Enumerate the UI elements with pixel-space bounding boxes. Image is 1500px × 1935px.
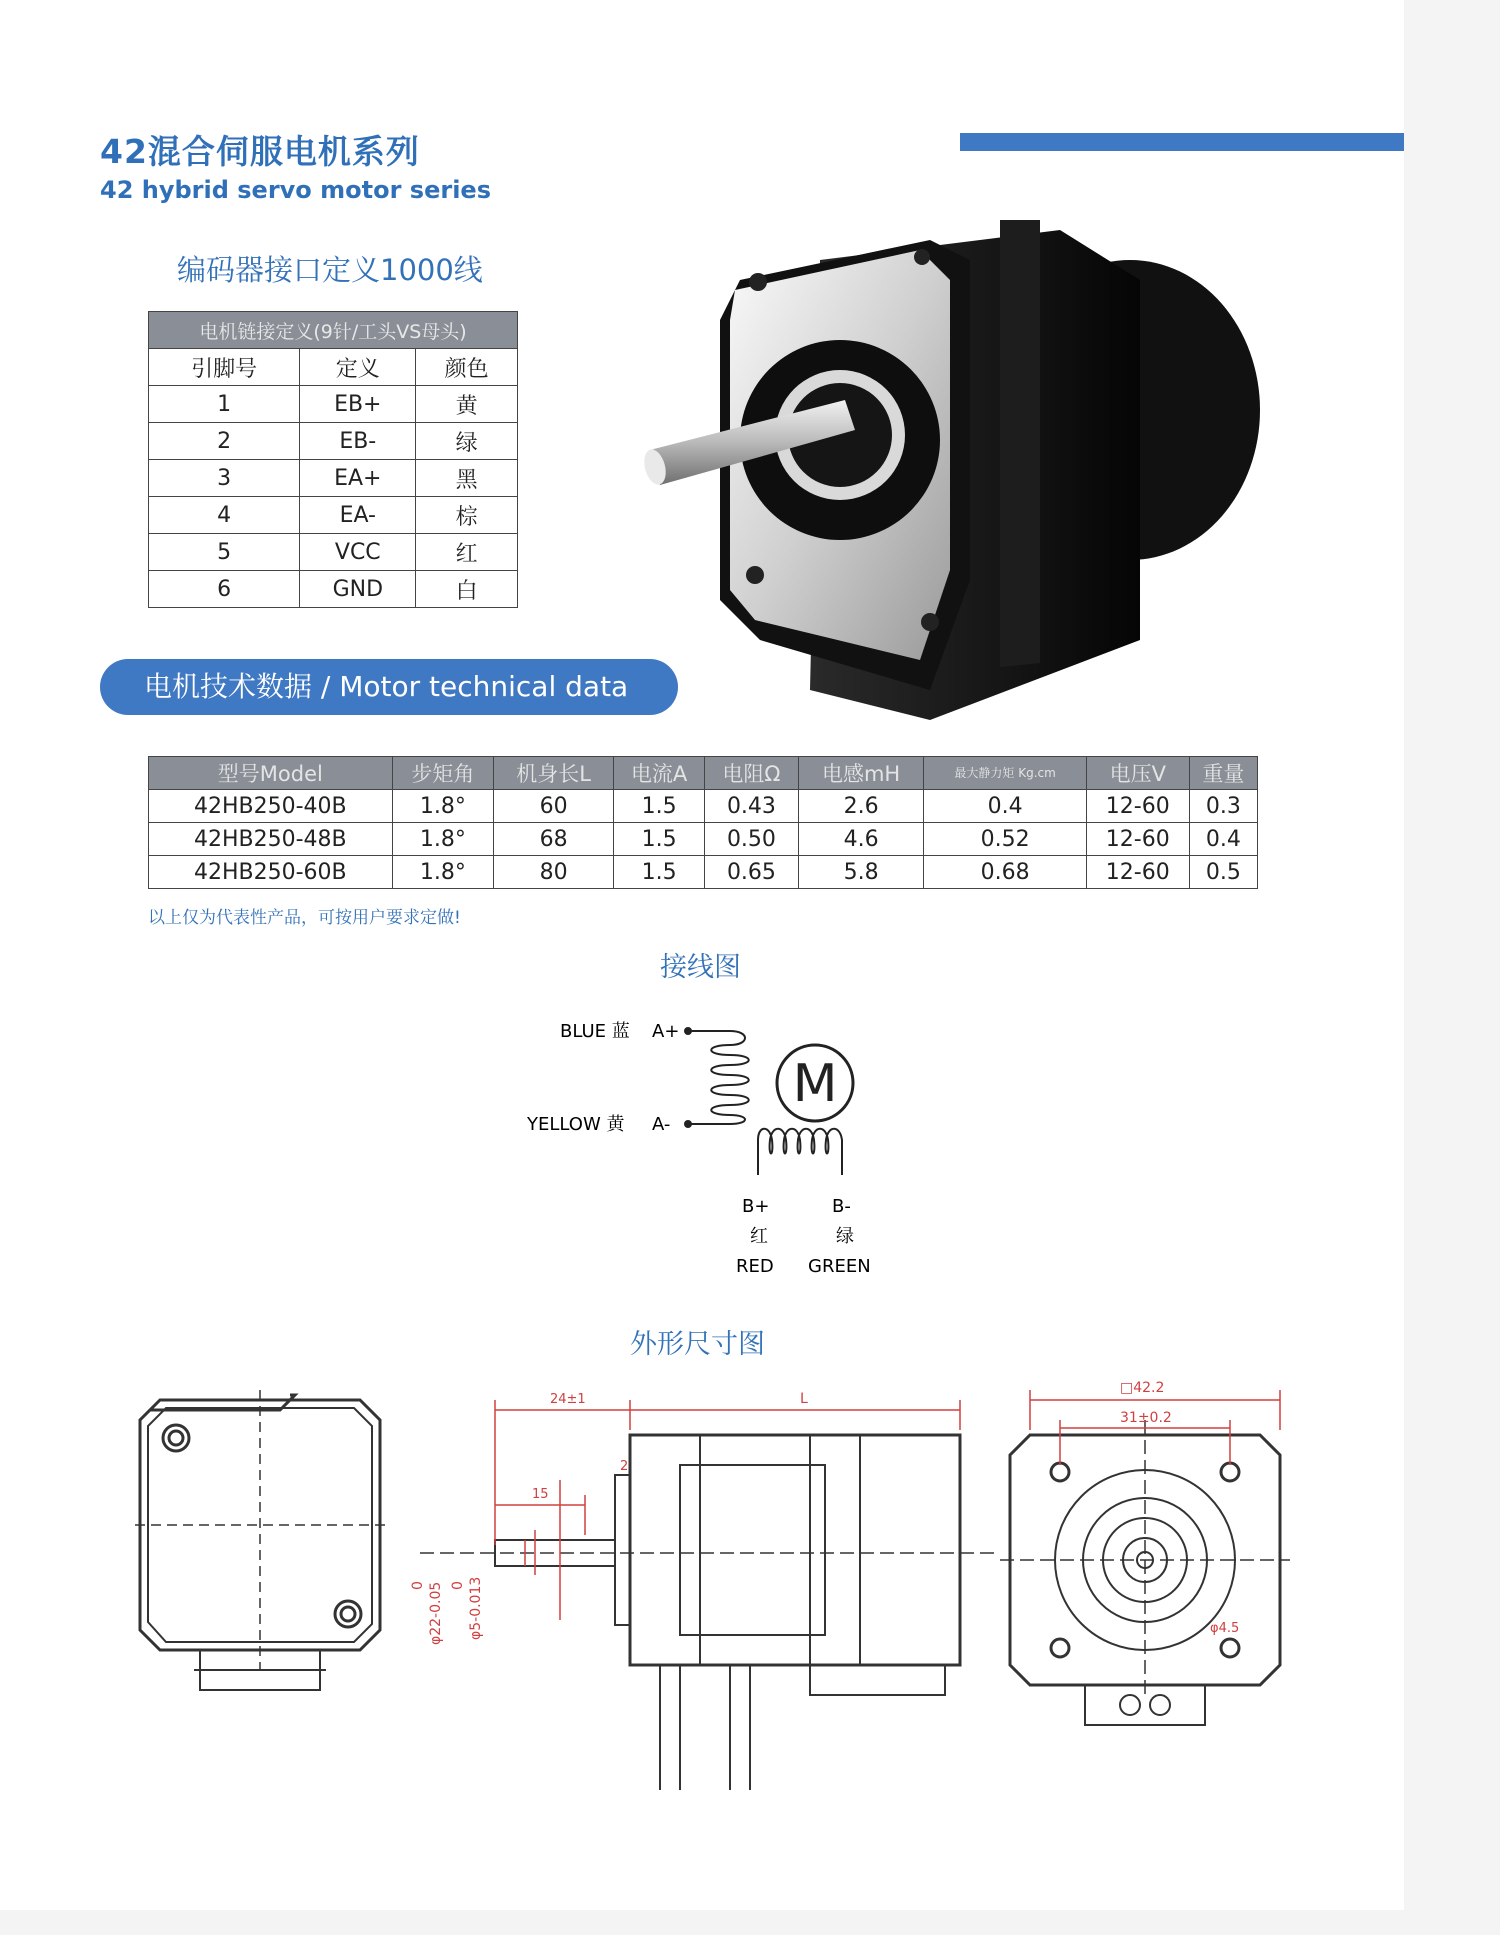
dimension-15: 15 <box>532 1487 549 1502</box>
table-cell: 0.50 <box>705 823 799 856</box>
pin-number: 3 <box>149 460 300 497</box>
motor-product-image <box>640 220 1280 740</box>
table-cell: 0.43 <box>705 790 799 823</box>
rear-view-drawing <box>135 1390 385 1690</box>
column-header: 重量 <box>1189 757 1257 790</box>
table-cell: 0.4 <box>1189 823 1257 856</box>
table-row <box>149 497 518 534</box>
tech-data-section-title: 电机技术数据 / Motor technical data <box>100 659 678 715</box>
table-row <box>149 386 518 423</box>
table-row <box>149 790 1258 823</box>
column-header: 电流A <box>614 757 705 790</box>
dimension-24: 24±1 <box>550 1392 586 1407</box>
table-cell: 4.6 <box>798 823 924 856</box>
encoder-table-title: 电机链接定义(9针/工头VS母头) <box>149 312 518 349</box>
pin-number: 5 <box>149 534 300 571</box>
b-plus-color-cn: 红 <box>750 1226 768 1247</box>
column-header: 步矩角 <box>392 757 493 790</box>
dimension-phi5: φ5-0.013 <box>468 1576 484 1640</box>
table-cell: 12-60 <box>1086 823 1189 856</box>
dimension-length: L <box>800 1391 808 1407</box>
pin-number: 6 <box>149 571 300 608</box>
table-cell: 2.6 <box>798 790 924 823</box>
pin-number: 1 <box>149 386 300 423</box>
model-cell: 42HB250-48B <box>149 823 393 856</box>
pin-color: 白 <box>416 571 518 608</box>
table-cell: 0.68 <box>924 856 1086 889</box>
dimension-phi22-upper: 0 <box>410 1581 426 1590</box>
pin-number: 2 <box>149 423 300 460</box>
front-view-drawing <box>1000 1420 1290 1725</box>
wiring-diagram <box>500 1000 920 1300</box>
page-margin-right <box>1404 0 1500 1935</box>
table-cell: 12-60 <box>1086 856 1189 889</box>
table-cell: 0.3 <box>1189 790 1257 823</box>
pin-definition: EA+ <box>300 460 416 497</box>
pin-color: 黄 <box>416 386 518 423</box>
b-minus-color-cn: 绿 <box>836 1226 854 1247</box>
wiring-section-title: 接线图 <box>660 952 741 983</box>
model-cell: 42HB250-40B <box>149 790 393 823</box>
pin-color: 红 <box>416 534 518 571</box>
table-cell: 1.5 <box>614 856 705 889</box>
table-row <box>149 534 518 571</box>
pin-definition: EA- <box>300 497 416 534</box>
column-header: 颜色 <box>416 349 518 386</box>
dimension-42: □42.2 <box>1120 1380 1165 1396</box>
dimension-drawings <box>120 1370 1300 1810</box>
a-plus-label: A+ <box>652 1021 680 1042</box>
pin-number: 4 <box>149 497 300 534</box>
table-cell: 1.8° <box>392 790 493 823</box>
a-minus-label: A- <box>652 1114 671 1135</box>
table-row <box>149 823 1258 856</box>
motor-symbol: M <box>792 1054 838 1114</box>
motor-spec-table <box>148 756 1258 889</box>
table-cell: 0.52 <box>924 823 1086 856</box>
table-cell: 1.5 <box>614 823 705 856</box>
column-header: 电压V <box>1086 757 1189 790</box>
custom-order-note: 以上仅为代表性产品，可按用户要求定做! <box>148 908 461 928</box>
column-header: 型号Model <box>149 757 393 790</box>
table-cell: 5.8 <box>798 856 924 889</box>
column-header: 定义 <box>300 349 416 386</box>
table-cell: 12-60 <box>1086 790 1189 823</box>
table-cell: 68 <box>494 823 614 856</box>
pin-color: 绿 <box>416 423 518 460</box>
table-cell: 0.5 <box>1189 856 1257 889</box>
pin-color: 黑 <box>416 460 518 497</box>
table-cell: 80 <box>494 856 614 889</box>
dimension-phi5-upper: 0 <box>450 1581 466 1590</box>
header-accent-bar <box>960 133 1404 151</box>
pin-definition: EB- <box>300 423 416 460</box>
dimension-2: 2 <box>620 1459 629 1474</box>
table-cell: 1.8° <box>392 856 493 889</box>
table-row <box>149 856 1258 889</box>
column-header: 引脚号 <box>149 349 300 386</box>
red-wire-label: RED <box>736 1256 774 1277</box>
dimension-phi22: φ22-0.05 <box>428 1581 444 1645</box>
pin-color: 棕 <box>416 497 518 534</box>
table-row <box>149 460 518 497</box>
blue-wire-label: BLUE 蓝 <box>560 1021 630 1042</box>
dimension-lines <box>495 1400 960 1620</box>
page-title-cn: 42混合伺服电机系列 <box>100 132 420 171</box>
b-minus-label: B- <box>832 1196 851 1217</box>
encoder-pin-table <box>148 311 518 608</box>
table-cell: 0.65 <box>705 856 799 889</box>
table-row <box>149 423 518 460</box>
pin-definition: EB+ <box>300 386 416 423</box>
front-dimension-lines <box>1030 1390 1280 1465</box>
table-row <box>149 571 518 608</box>
encoder-section-title: 编码器接口定义1000线 <box>177 253 483 287</box>
dimensions-section-title: 外形尺寸图 <box>630 1329 765 1360</box>
column-header: 电感mH <box>798 757 924 790</box>
pin-definition: VCC <box>300 534 416 571</box>
model-cell: 42HB250-60B <box>149 856 393 889</box>
table-cell: 60 <box>494 790 614 823</box>
page-margin-bottom <box>0 1910 1404 1935</box>
b-plus-label: B+ <box>742 1196 770 1217</box>
dimension-hole: φ4.5 <box>1210 1621 1240 1636</box>
yellow-wire-label: YELLOW 黄 <box>527 1114 625 1135</box>
table-cell: 1.8° <box>392 823 493 856</box>
pin-definition: GND <box>300 571 416 608</box>
table-cell: 0.4 <box>924 790 1086 823</box>
green-wire-label: GREEN <box>808 1256 871 1277</box>
coil-b <box>758 1129 842 1175</box>
page-title-en: 42 hybrid servo motor series <box>100 176 491 204</box>
column-header: 最大静力矩 Kg.cm <box>924 757 1086 790</box>
coil-a <box>685 1028 749 1127</box>
column-header: 机身长L <box>494 757 614 790</box>
dimension-31: 31±0.2 <box>1120 1410 1172 1426</box>
column-header: 电阻Ω <box>705 757 799 790</box>
side-view-drawing <box>420 1435 1000 1790</box>
table-cell: 1.5 <box>614 790 705 823</box>
